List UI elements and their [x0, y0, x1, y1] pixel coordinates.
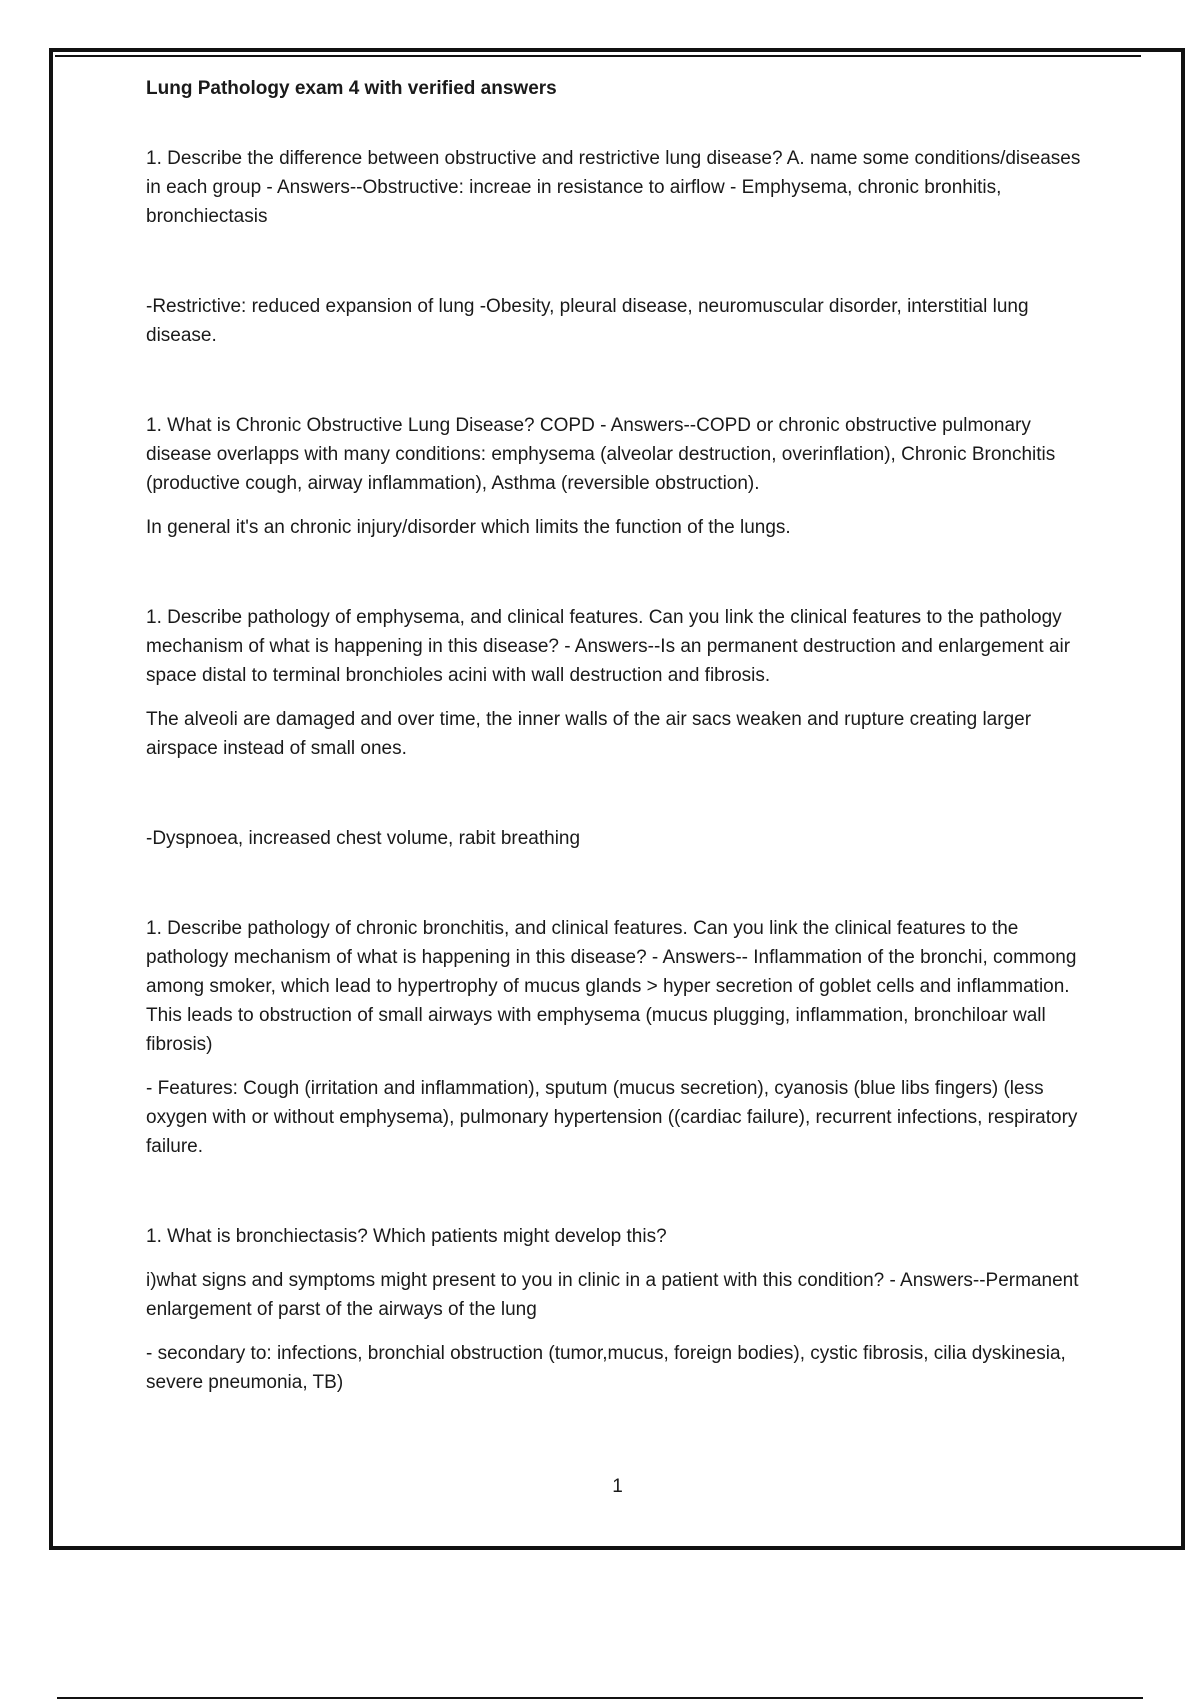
document-body	[146, 74, 1096, 1397]
document-title: Lung Pathology exam 4 with verified answers	[146, 78, 557, 99]
paragraph-dyspnoea: -Dyspnoea, increased chest volume, rabit breathing	[146, 828, 581, 849]
paragraph-bronchiectasis-question: 1. What is bronchiectasis? Which patients might develop this?	[146, 1226, 667, 1247]
paragraph-restrictive: -Restrictive: reduced expansion of lung -Obesity, pleural disease, neuromuscular disorder, interstitial lung disease.	[146, 296, 1029, 346]
paragraph-bronchitis-question: 1. Describe pathology of chronic bronchitis, and clinical features. Can you link the clinical features to the pathology mechanism of what is happening in this disease? - Answers-- Inflammation of the bronchi, commong among smoker, which lead to hypertrophy of mucus glands > hyper secretion of goblet cells and inflammation. This leads to obstruction of small airways with emphysema (mucus plugging, inflammation, bronchiloar wall fibrosis)	[146, 918, 1077, 1055]
paragraph-bronchiectasis-causes: - secondary to: infections, bronchial obstruction (tumor,mucus, foreign bodies), cystic fibrosis, cilia dyskinesia, severe pneumonia, TB)	[146, 1343, 1066, 1393]
paragraph-emphysema-question: 1. Describe pathology of emphysema, and clinical features. Can you link the clinical features to the pathology mechanism of what is happening in this disease? - Answers--Is an permanent destruction and enlargement air space distal to terminal bronchioles acini with wall destruction and fibrosis.	[146, 607, 1071, 686]
paragraph-alveoli: The alveoli are damaged and over time, the inner walls of the air sacs weaken and rupture creating larger airspace instead of small ones.	[146, 709, 1032, 759]
paragraph-copd-general: In general it's an chronic injury/disorder which limits the function of the lungs.	[146, 517, 791, 538]
paragraph-copd-question: 1. What is Chronic Obstructive Lung Disease? COPD - Answers--COPD or chronic obstructive pulmonary disease overlapps with many conditions: emphysema (alveolar destruction, overinflation), Chronic Bronchitis (productive cough, airway inflammation), Asthma (reversible obstruction).	[146, 415, 1056, 494]
top-rule	[55, 55, 1141, 57]
paragraph-bronchiectasis-signs: i)what signs and symptoms might present to you in clinic in a patient with this condition? - Answers--Permanent enlargement of parst of the airways of the lung	[146, 1270, 1079, 1320]
page-number: 1	[612, 1476, 623, 1497]
paragraph-obstructive-question: 1. Describe the difference between obstructive and restrictive lung disease? A. name some conditions/diseases in each group - Answers--Obstructive: increae in resistance to airflow - Emphysema, chronic bronhitis, bronchiectasis	[146, 148, 1081, 227]
paragraph-bronchitis-features: - Features: Cough (irritation and inflammation), sputum (mucus secretion), cyanosis (blue libs fingers) (less oxygen with or without emphysema), pulmonary hypertension ((cardiac failure), recurrent infections, respiratory failure.	[146, 1078, 1078, 1157]
bottom-rule	[57, 1697, 1143, 1699]
